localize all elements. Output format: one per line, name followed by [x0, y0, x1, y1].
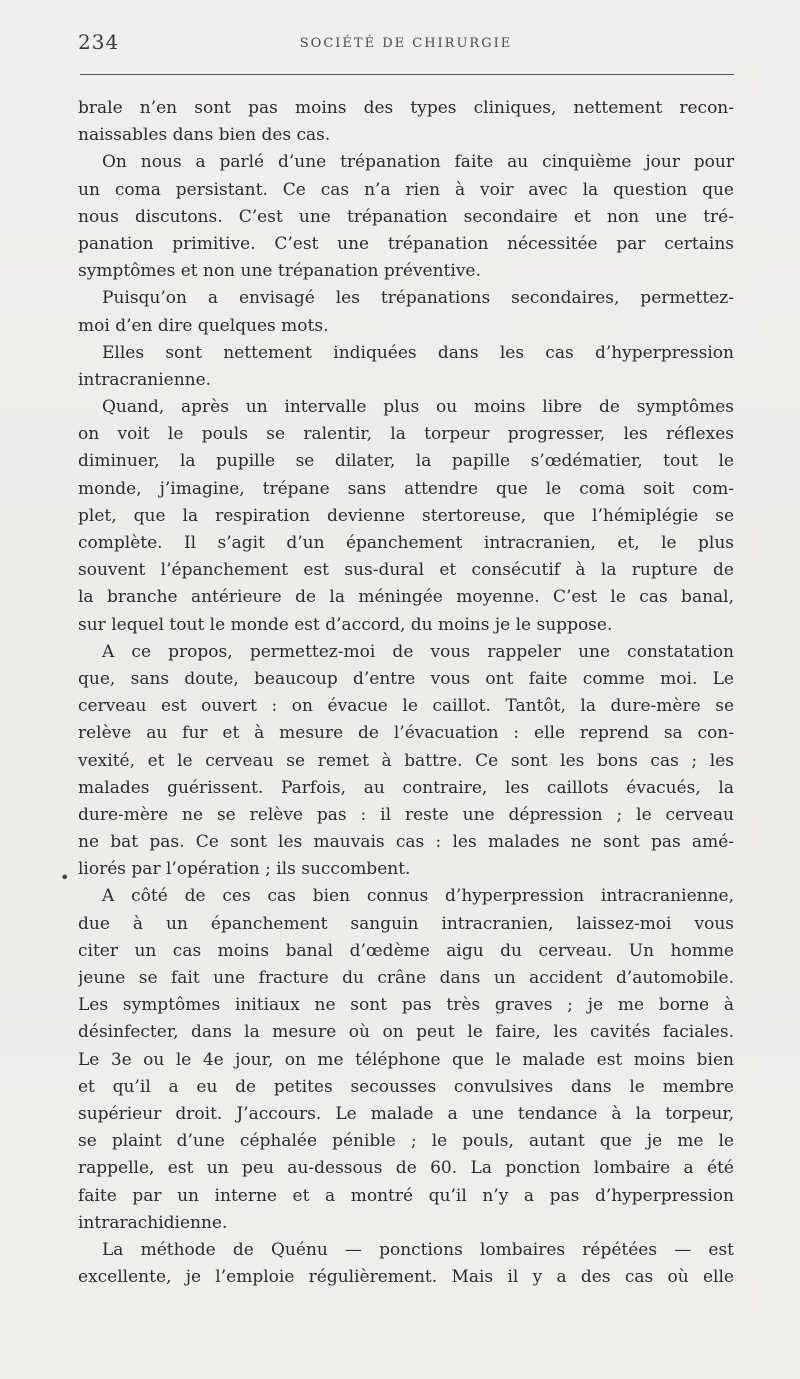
text-line: souvent l’épanchement est sus-dural et consécutif à la rupture de [78, 560, 734, 581]
text-line: complète. Il s’agit d’un épanchement intracranien, et, le plus [78, 533, 734, 553]
text-line: la branche antérieure de la méningée moyenne. C’est le cas banal, [78, 587, 734, 608]
text-line: rappelle, est un peu au-dessous de 60. La ponction lombaire a été [78, 1158, 734, 1179]
text-line: A ce propos, permettez-moi de vous rappeler une constatation [102, 641, 734, 662]
text-line: citer un cas moins banal d’œdème aigu du cerveau. Un homme [78, 940, 734, 961]
text-line: monde, j’imagine, trépane sans attendre que le coma soit com- [78, 478, 734, 499]
text-line: cerveau est ouvert : on évacue le caillot. Tantôt, la dure-mère se [78, 696, 734, 717]
text-line: nous discutons. C’est une trépanation secondaire et non une tré- [78, 206, 734, 227]
text-line: intrarachidienne. [78, 1212, 228, 1233]
text-line: Les symptômes initiaux ne sont pas très graves ; je me borne à [78, 995, 734, 1016]
text-line: panation primitive. C’est une trépanation nécessitée par certains [78, 233, 734, 254]
text-line: Elles sont nettement indiquées dans les cas d’hyperpression [102, 342, 734, 363]
text-line: naissables dans bien des cas. [78, 125, 331, 146]
text-line: on voit le pouls se ralentir, la torpeur progresser, les réflexes [78, 424, 734, 445]
text-line: dure-mère ne se relève pas : il reste une dépression ; le cerveau [78, 804, 734, 825]
text-line: faite par un interne et a montré qu’il n’y a pas d’hyperpression [78, 1185, 734, 1206]
text-line: liorés par l’opération ; ils succombent. [78, 859, 411, 880]
text-line: moi d’en dire quelques mots. [78, 315, 329, 336]
text-line: que, sans doute, beaucoup d’entre vous ont faite comme moi. Le [78, 668, 734, 689]
text-line: plet, que la respiration devienne stertoreuse, que l’hémiplégie se [78, 505, 734, 526]
text-line: sur lequel tout le monde est d’accord, du moins je le suppose. [78, 614, 613, 635]
body-text [78, 95, 734, 1291]
header-rule [80, 74, 734, 75]
text-line: due à un épanchement sanguin intracranien, laissez-moi vous [78, 913, 734, 934]
page-number: 234 [78, 30, 120, 54]
text-line: brale n’en sont pas moins des types cliniques, nettement recon- [78, 98, 734, 118]
text-line: et qu’il a eu de petites secousses convulsives dans le membre [78, 1076, 734, 1097]
text-line: vexité, et le cerveau se remet à battre. Ce sont les bons cas ; les [78, 750, 734, 771]
text-line: On nous a parlé d’une trépanation faite au cinquième jour pour [102, 152, 734, 173]
text-line: jeune se fait une fracture du crâne dans un accident d’automobile. [78, 968, 734, 988]
text-line: ne bat pas. Ce sont les mauvais cas : les malades ne sont pas amé- [78, 832, 734, 853]
text-line: relève au fur et à mesure de l’évacuation : elle reprend sa con- [78, 723, 734, 744]
text-line: Quand, après un intervalle plus ou moins libre de symptômes [102, 397, 734, 418]
text-line: se plaint d’une céphalée pénible ; le pouls, autant que je me le [78, 1131, 734, 1152]
text-line: Le 3e ou le 4e jour, on me téléphone que le malade est moins bien [78, 1049, 734, 1070]
text-line: A côté de ces cas bien connus d’hyperpression intracranienne, [102, 886, 734, 907]
text-line: diminuer, la pupille se dilater, la papille s’œdématier, tout le [78, 451, 734, 472]
text-line: intracranienne. [78, 369, 212, 390]
running-head: SOCIÉTÉ DE CHIRURGIE [299, 36, 513, 51]
text-line: symptômes et non une trépanation préventive. [78, 261, 481, 282]
text-line: La méthode de Quénu — ponctions lombaires répétées — est [102, 1239, 734, 1260]
text-line: malades guérissent. Parfois, au contraire, les caillots évacués, la [78, 777, 734, 798]
text-line: excellente, je l’emploie régulièrement. Mais il y a des cas où elle [78, 1267, 734, 1288]
text-line: supérieur droit. J’accours. Le malade a une tendance à la torpeur, [78, 1103, 734, 1124]
text-line: un coma persistant. Ce cas n’a rien à voir avec la question que [78, 179, 734, 200]
margin-mark: • [60, 868, 70, 887]
text-line: désinfecter, dans la mesure où on peut le faire, les cavités faciales. [78, 1022, 734, 1043]
text-line: Puisqu’on a envisagé les trépanations secondaires, permettez- [102, 288, 734, 309]
page-header [78, 30, 734, 58]
